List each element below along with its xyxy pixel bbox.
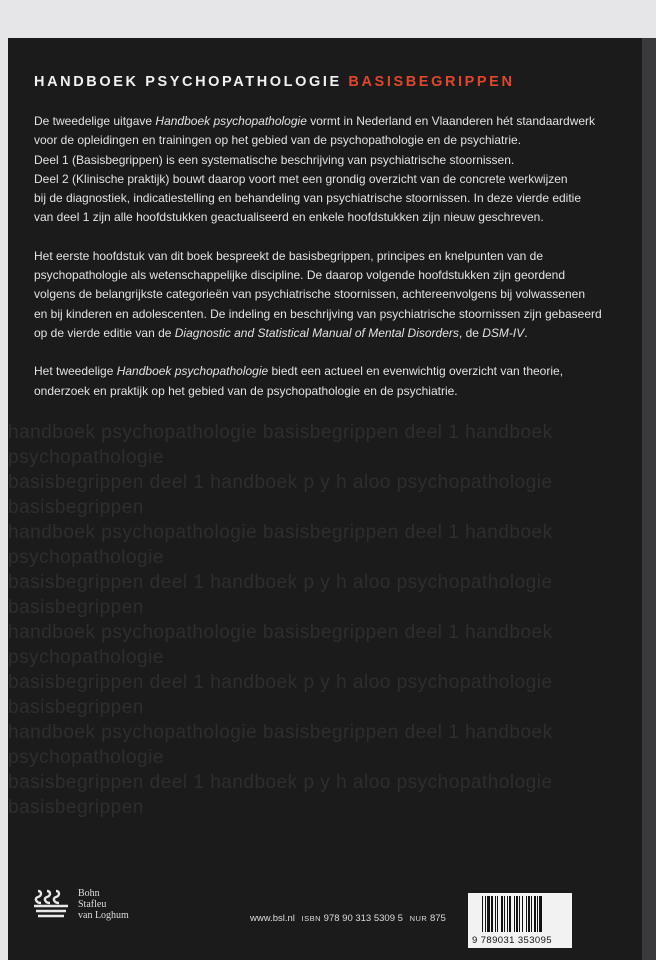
text-span: Het eerste hoofdstuk van dit boek bespreekt de basisbegrippen, principes en knelpunten van de <box>34 248 544 263</box>
text-span: voor de opleidingen en trainingen op het gebied van de psychopathologie en de psychiatrie. <box>34 133 522 148</box>
paragraph <box>34 112 634 228</box>
website: www.bsl.nl <box>250 913 295 924</box>
publisher-line: Bohn <box>78 888 100 899</box>
italic-title: Handboek psychopathologie <box>155 114 307 128</box>
texture-line: basisbegrippen deel 1 handboek p y h aloo psychopathologie basisbegrippen <box>8 772 553 818</box>
text-span: . <box>524 325 528 340</box>
title-main: HANDBOEK PSYCHOPATHOLOGIE <box>34 74 342 90</box>
paragraph <box>34 362 634 401</box>
texture-line: basisbegrippen deel 1 handboek p y h aloo psychopathologie basisbegrippen <box>8 572 553 618</box>
text-span: bij de diagnostiek, indicatiestelling en behandeling van psychiatrische stoornissen. In deze vierde editie <box>34 191 582 206</box>
text-span: biedt een actueel en evenwichtig overzicht van theorie, <box>268 364 564 379</box>
publisher-line: van Loghum <box>78 910 129 921</box>
text-span: Het tweedelige <box>34 364 117 379</box>
publisher-logo <box>32 888 129 921</box>
nur: 875 <box>429 913 446 924</box>
text-span: onderzoek en praktijk op het gebied van de psychopathologie en de psychiatrie. <box>34 383 458 398</box>
barcode <box>468 893 572 948</box>
text-span: en bij kinderen en adolescenten. De indeling en beschrijving van psychiatrische stoornissen zijn gebaseerd <box>34 306 602 321</box>
text-span: volgens de belangrijkste categorieën van psychiatrische stoornissen, achtereenvolgens bij volwassenen <box>34 287 585 302</box>
texture-line: handboek psychopathologie basisbegrippen deel 1 handboek psychopathologie <box>8 722 553 768</box>
book-back-cover <box>8 38 642 960</box>
imprint <box>250 913 446 924</box>
texture-line: handboek psychopathologie basisbegrippen deel 1 handboek psychopathologie <box>8 422 553 468</box>
italic-title: DSM-IV <box>482 325 525 340</box>
text-span: Deel 1 (Basisbegrippen) is een systematische beschrijving van psychiatrische stoornissen. <box>34 152 515 167</box>
text-span: Deel 2 (Klinische praktijk) bouwt daarop voort met een grondig overzicht van de concrete werkwijzen <box>34 171 568 186</box>
isbn: 978 90 313 5309 5 <box>323 913 403 924</box>
texture-line: handboek psychopathologie basisbegrippen deel 1 handboek psychopathologie <box>8 522 553 568</box>
texture-line: handboek psychopathologie basisbegrippen deel 1 handboek psychopathologie <box>8 622 553 668</box>
background-text-texture <box>8 420 642 840</box>
text-span: van deel 1 zijn alle hoofdstukken geactualiseerd en enkele hoofdstukken zijn nieuw geschreven. <box>34 210 544 225</box>
text-span: op de vierde editie van de <box>34 325 175 340</box>
barcode-digits: 9 789031 353095 <box>472 935 552 946</box>
barcode-bars <box>482 896 564 932</box>
barcode-bar <box>542 896 543 932</box>
italic-title: Diagnostic and Statistical Manual of Mental Disorders <box>174 325 459 340</box>
text-span: psychopathologie als wetenschappelijke discipline. De daarop volgende hoofdstukken zijn geordend <box>34 268 566 283</box>
text-span: vormt in Nederland en Vlaanderen hét standaardwerk <box>306 114 596 128</box>
text-span: , de <box>458 325 483 340</box>
book-title <box>34 74 515 90</box>
paragraph <box>34 247 634 343</box>
texture-line: basisbegrippen deel 1 handboek p y h aloo psychopathologie basisbegrippen <box>8 472 553 518</box>
italic-title: Handboek psychopathologie <box>116 364 269 379</box>
text-span: De tweedelige uitgave <box>34 114 156 128</box>
title-sub: BASISBEGRIPPEN <box>348 74 515 90</box>
texture-line: basisbegrippen deel 1 handboek p y h aloo psychopathologie basisbegrippen <box>8 672 553 718</box>
book-spine-edge <box>642 38 656 960</box>
isbn-label: ISBN <box>301 914 322 923</box>
nur-label: NUR <box>409 914 428 923</box>
publisher-line: Stafleu <box>78 899 107 910</box>
blurb <box>34 112 634 420</box>
publisher-swan-icon <box>32 888 70 918</box>
